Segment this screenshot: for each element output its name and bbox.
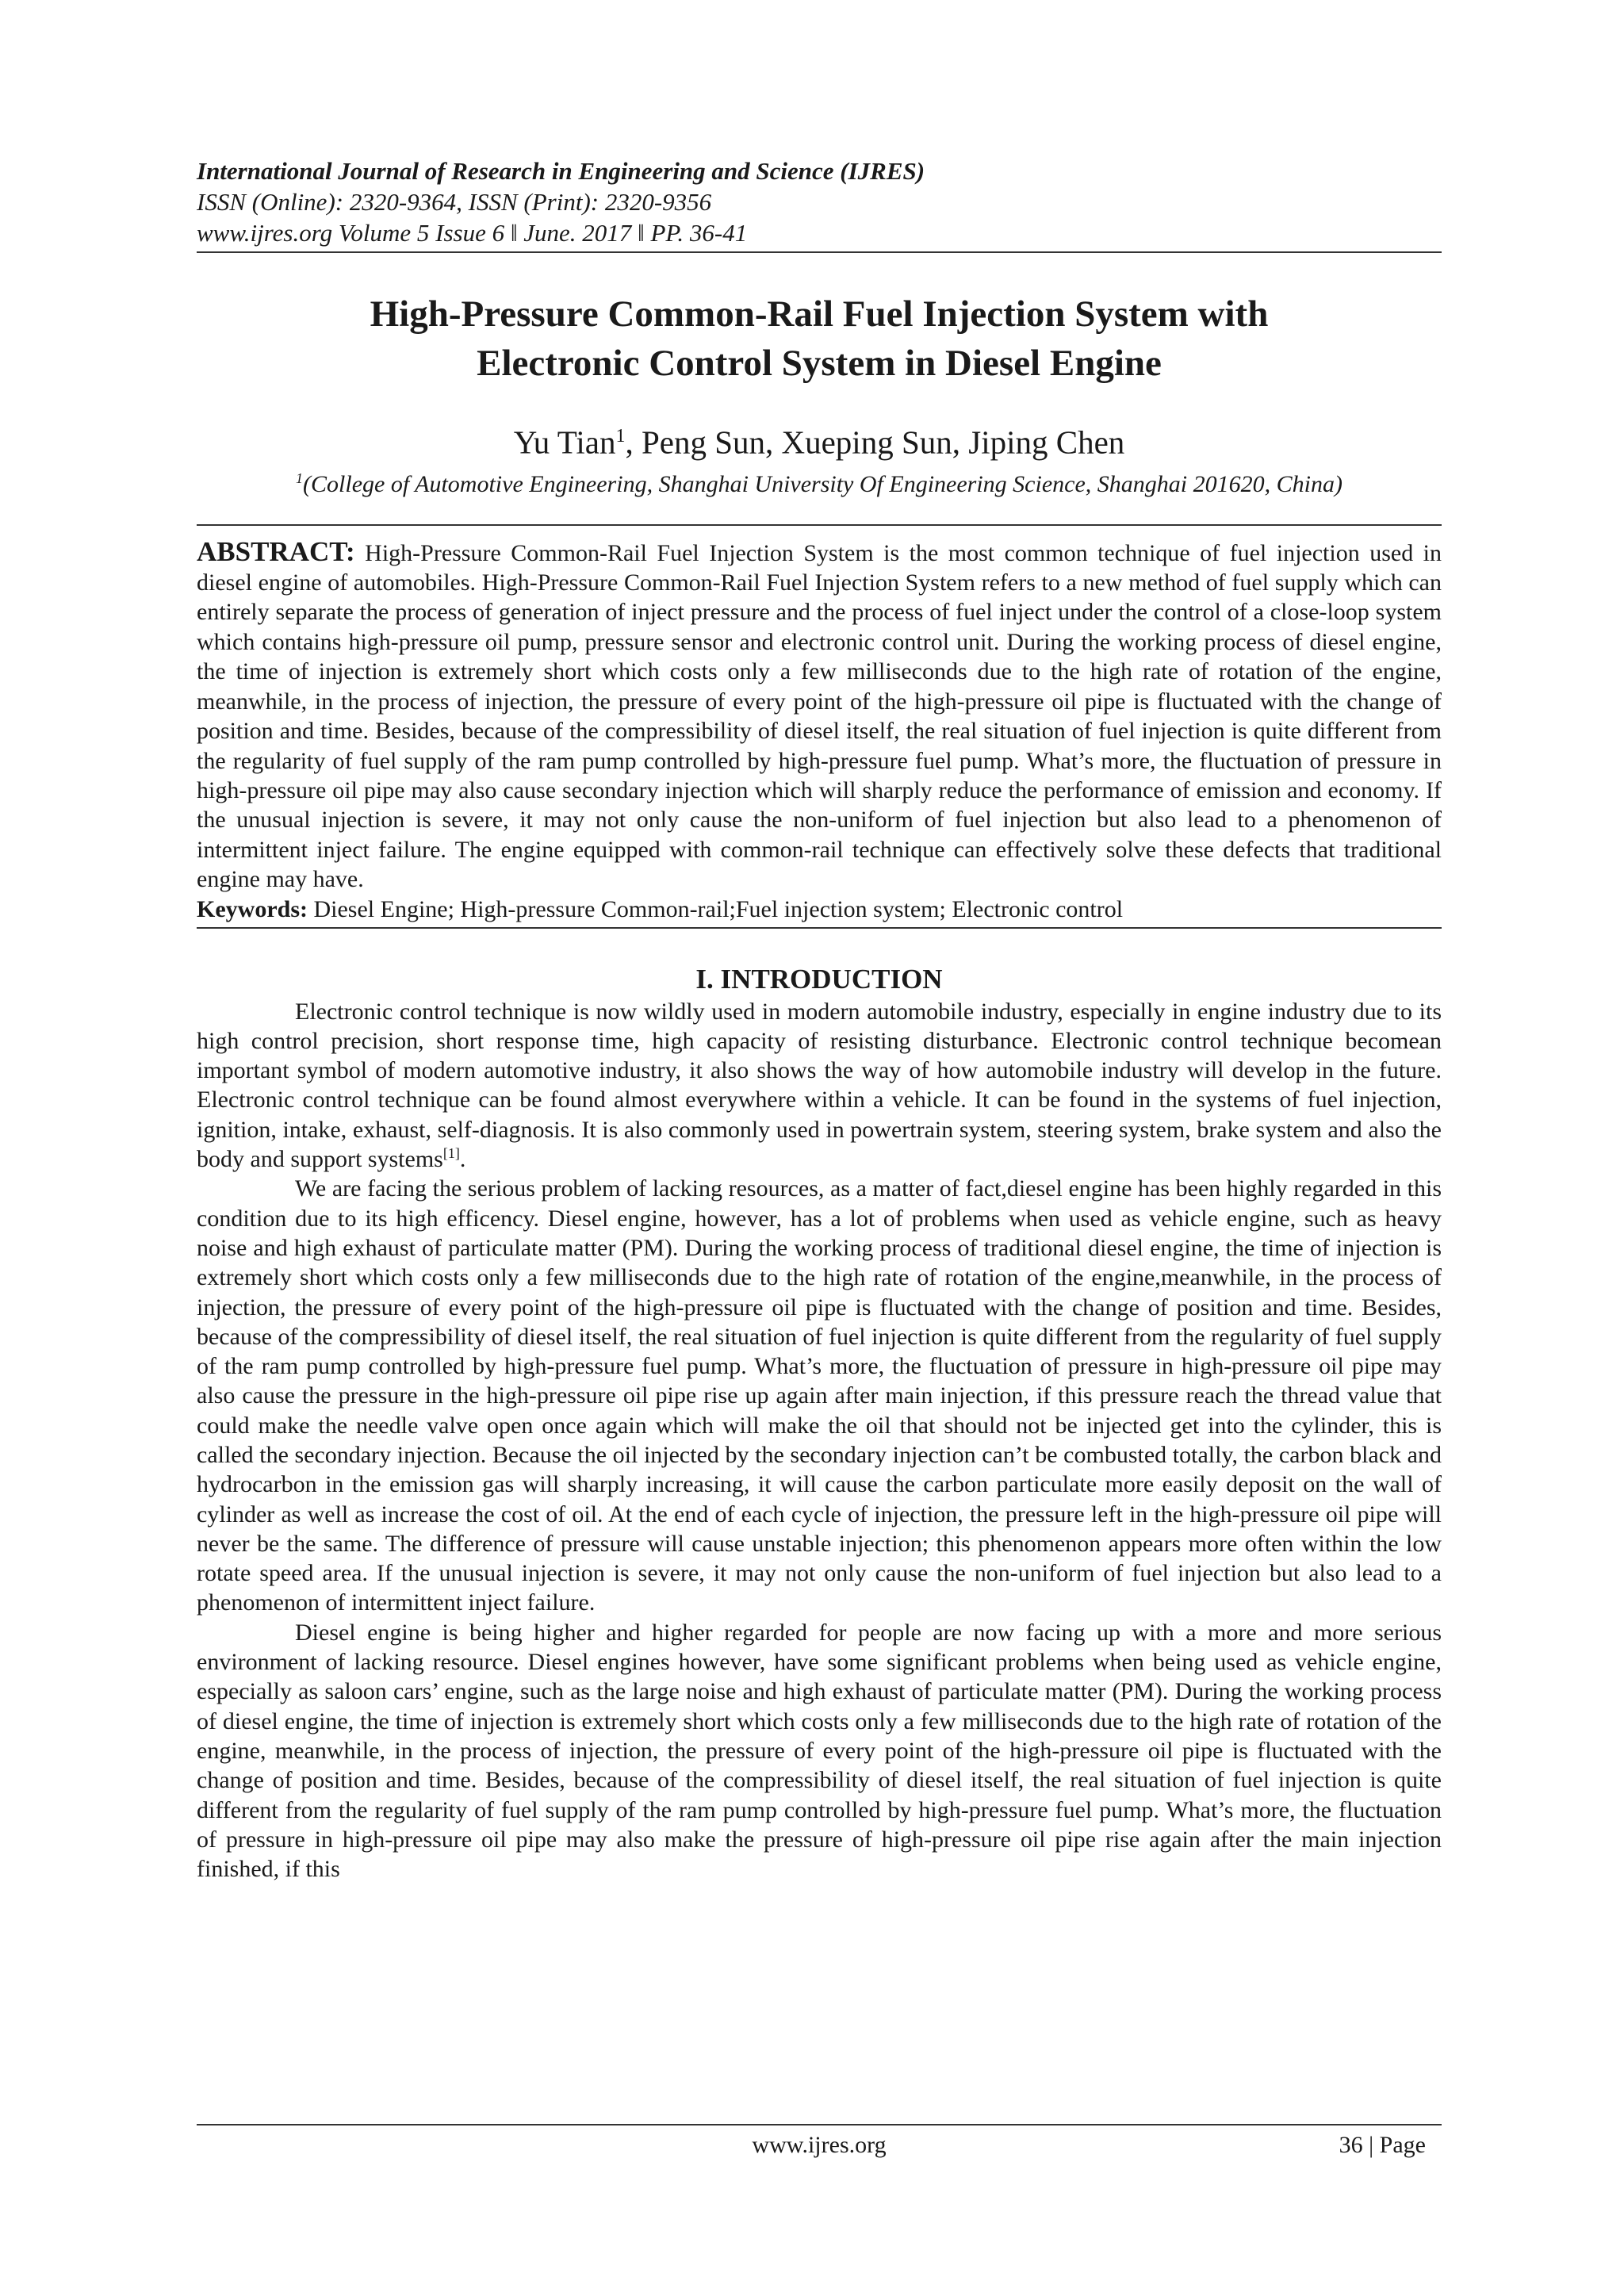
author-rest: , Peng Sun, Xueping Sun, Jiping Chen: [625, 424, 1125, 461]
paper-title: [197, 289, 1442, 388]
abstract-label: ABSTRACT:: [197, 535, 355, 567]
intro-paragraph-1-end: .: [459, 1146, 466, 1173]
affiliation-mark: 1: [296, 470, 304, 486]
journal-volume: www.ijres.org Volume 5 Issue 6 ǁ June. 2017 ǁ PP. 36-41: [197, 219, 748, 247]
intro-paragraph-1: [197, 997, 1442, 1175]
intro-paragraph-3: Diesel engine is being higher and higher regarded for people are now facing up with a more and more serious environment of lacking resource. Diesel engines however, have some significant problems when being used as vehicle engine, especially as saloon cars’ engine, such as the large noise and high exhaust of particulate matter (PM). During the working process of diesel engine, the time of injection is extremely short which costs only a few milliseconds due to the high rate of rotation of the engine, meanwhile, in the process of injection, the pressure of every point of the high-pressure oil pipe is fluctuated with the change of position and time. Besides, because of the compressibility of diesel itself, the real situation of fuel injection is quite different from the regularity of fuel supply of the ram pump controlled by high-pressure fuel pump. What’s more, the fluctuation of pressure in high-pressure oil pipe may also make the pressure of high-pressure oil pipe rise again after the main injection finished, if this: [197, 1619, 1442, 1883]
page-content: [197, 155, 1442, 1884]
footer-rule: [197, 2124, 1442, 2125]
page-footer: [197, 2124, 1442, 2158]
author-list: [197, 416, 1442, 462]
abstract-bottom-rule: [197, 927, 1442, 929]
paper-title-line-2: Electronic Control System in Diesel Engine: [477, 343, 1162, 384]
author-first: Yu Tian: [513, 424, 616, 461]
affiliation-text: (College of Automotive Engineering, Shanghai University Of Engineering Science, Shanghai 201620, China): [303, 470, 1342, 497]
section-heading: I. INTRODUCTION: [695, 963, 943, 995]
citation-1: [1]: [442, 1145, 460, 1162]
footer-site: www.ijres.org: [752, 2132, 887, 2158]
keywords-text: Diesel Engine; High-pressure Common-rail;Fuel injection system; Electronic control: [313, 895, 1124, 922]
header-rule: [197, 251, 1442, 253]
paper-title-line-1: High-Pressure Common-Rail Fuel Injection System with: [370, 293, 1269, 335]
abstract-top-rule: [197, 524, 1442, 526]
affiliation: [197, 462, 1442, 500]
abstract: [197, 537, 1442, 895]
keywords-label: Keywords:: [197, 895, 308, 922]
journal-name: International Journal of Research in Engineering and Science (IJRES): [197, 157, 925, 185]
abstract-text: High-Pressure Common-Rail Fuel Injection System is the most common technique of fuel injection used in diesel engine of automobiles. High-Pressure Common-Rail Fuel Injection System refers to a new method of fuel supply which can entirely separate the process of generation of inject pressure and the process of fuel inject under the control of a close-loop system which contains high-pressure oil pump, pressure sensor and electronic control unit. During the working process of diesel engine, the time of injection is extremely short which costs only a few milliseconds due to the high rate of rotation of the engine, meanwhile, in the process of injection, the pressure of every point of the high-pressure oil pipe is fluctuated with the change of position and time. Besides, because of the compressibility of diesel itself, the real situation of fuel injection is quite different from the regularity of fuel supply of the ram pump controlled by high-pressure fuel pump. What’s more, the fluctuation of pressure in high-pressure oil pipe may also cause secondary injection which will sharply reduce the performance of emission and economy. If the unusual injection is severe, it may not only cause the non-uniform of fuel injection but also lead to a phenomenon of intermittent inject failure. The engine equipped with common-rail technique can effectively solve these defects that traditional engine may have.: [197, 539, 1442, 893]
page-number: 36 | Page: [1339, 2132, 1426, 2158]
journal-issn: ISSN (Online): 2320-9364, ISSN (Print): 2320-9356: [197, 188, 712, 216]
keywords: [197, 895, 1442, 924]
intro-paragraph-1-text: Electronic control technique is now wildly used in modern automobile industry, especially in engine industry due to its high control precision, short response time, high capacity of resisting disturbance. Electronic control technique becomean important symbol of modern automotive industry, it also shows the way of how automobile industry will develop in the future. Electronic control technique can be found almost everywhere within a vehicle. It can be found in the systems of fuel injection, ignition, intake, exhaust, self-diagnosis. It is also commonly used in powertrain system, steering system, brake system and also the body and support systems: [197, 998, 1442, 1173]
intro-paragraph-2: We are facing the serious problem of lacking resources, as a matter of fact,diesel engine has been highly regarded in this condition due to its high efficency. Diesel engine, however, has a lot of problems when used as vehicle engine, such as heavy noise and high exhaust of particulate matter (PM). During the working process of traditional diesel engine, the time of injection is extremely short which costs only a few milliseconds due to the high rate of rotation of the engine,meanwhile, in the process of injection, the pressure of every point of the high-pressure oil pipe is fluctuated with the change of position and time. Besides, because of the compressibility of diesel itself, the real situation of fuel injection is quite different from the regularity of fuel supply of the ram pump controlled by high-pressure fuel pump. What’s more, the fluctuation of pressure in high-pressure oil pipe may also cause the pressure in the high-pressure oil pipe rise up again after main injection, if this pressure reach the thread value that could make the needle valve open once again which will make the oil that should not be injected get into the cylinder, this is called the secondary injection. Because the oil injected by the secondary injection can’t be combusted totally, the carbon black and hydrocarbon in the emission gas will sharply increasing, it will cause the carbon particulate more easily deposit on the wall of cylinder as well as increase the cost of oil. At the end of each cycle of injection, the pressure left in the high-pressure oil pipe will never be the same. The difference of pressure will cause unstable injection; this phenomenon appears more often within the low rotate speed area. If the unusual injection is severe, it may not only cause the non-uniform of fuel injection but also lead to a phenomenon of intermittent inject failure.: [197, 1175, 1442, 1616]
author-affil-mark: 1: [615, 426, 626, 447]
